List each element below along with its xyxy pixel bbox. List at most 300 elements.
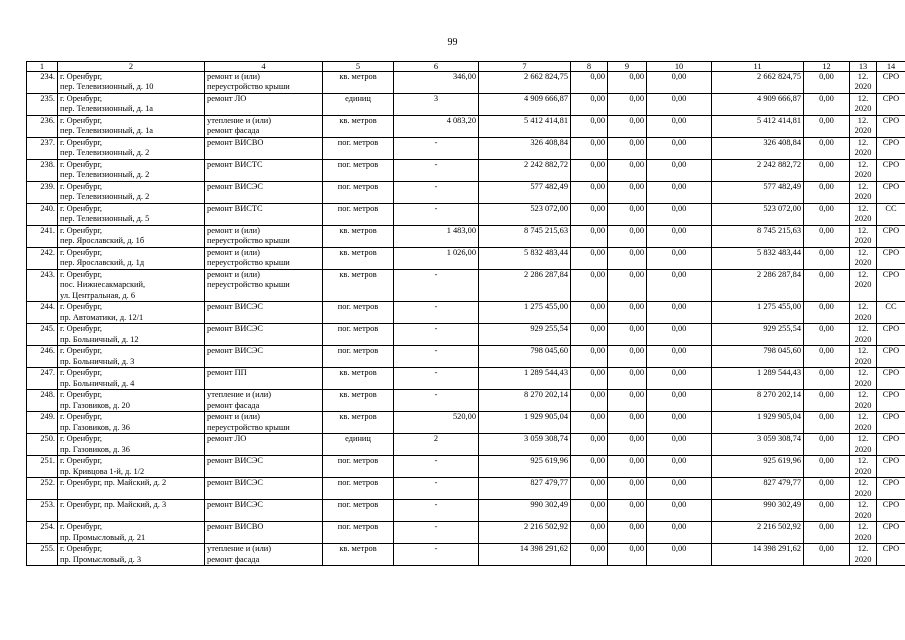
deadline-line: 2020 (854, 126, 872, 136)
fund-col12-cell: 0,00 (804, 182, 850, 204)
quantity-cell: - (394, 302, 479, 324)
unit-cell: пог. метров (323, 346, 394, 368)
row-number: 254. (27, 522, 58, 544)
fund-col10-cell: 0,00 (647, 412, 712, 434)
deadline-cell (850, 72, 877, 94)
fund-col8-cell: 0,00 (571, 116, 608, 138)
unit-cell: единиц (323, 94, 394, 116)
address-cell (58, 302, 205, 324)
fund-col8-cell: 0,00 (571, 72, 608, 94)
address-line: г. Оренбург, (60, 270, 103, 279)
unit-cell: кв. метров (323, 544, 394, 566)
address-line: пер. Телевизионный, д. 2 (60, 170, 150, 180)
capital-repair-table (26, 61, 905, 566)
deadline-line: 2020 (854, 170, 872, 180)
column-header: 10 (647, 62, 712, 72)
work-type-cell (205, 522, 323, 544)
deadline-line: 12. (857, 94, 869, 103)
work-type-line: утепление и (или) (207, 116, 272, 125)
column-header: 7 (479, 62, 571, 72)
deadline-line: 12. (857, 182, 869, 191)
work-type-cell (205, 270, 323, 302)
total-cost-cell: 14 398 291,62 (479, 544, 571, 566)
total-cost-cell: 2 662 824,75 (479, 72, 571, 94)
fund-col9-cell: 0,00 (608, 72, 647, 94)
fund-col12-cell: 0,00 (804, 346, 850, 368)
fund-col9-cell: 0,00 (608, 412, 647, 434)
table-row (27, 324, 905, 346)
work-type-line: ремонт ВИСЭС (207, 456, 263, 466)
fund-col9-cell: 0,00 (608, 324, 647, 346)
address-cell (58, 270, 205, 302)
fund-col10-cell: 0,00 (647, 522, 712, 544)
address-line: г. Оренбург, (60, 116, 103, 125)
fund-col9-cell: 0,00 (608, 270, 647, 302)
table-row (27, 116, 905, 138)
fund-col8-cell: 0,00 (571, 270, 608, 302)
deadline-line: 2020 (854, 554, 872, 564)
address-line: пер. Телевизионный, д. 5 (60, 214, 150, 224)
fund-col12-cell: 0,00 (804, 544, 850, 566)
fund-col9-cell: 0,00 (608, 478, 647, 500)
owner-funds-cell: 3 059 308,74 (712, 434, 804, 456)
owner-funds-cell: 2 242 882,72 (712, 160, 804, 182)
work-type-line: ремонт и (или) (207, 270, 260, 279)
table-row (27, 94, 905, 116)
fund-type-cell: СРО (877, 248, 905, 270)
deadline-line: 2020 (854, 466, 872, 476)
unit-cell: пог. метров (323, 182, 394, 204)
deadline-line: 2020 (854, 334, 872, 344)
deadline-cell (850, 248, 877, 270)
fund-type-cell: СРО (877, 544, 905, 566)
total-cost-cell: 1 275 455,00 (479, 302, 571, 324)
fund-col9-cell: 0,00 (608, 434, 647, 456)
address-cell (58, 226, 205, 248)
fund-col8-cell: 0,00 (571, 478, 608, 500)
owner-funds-cell: 1 929 905,04 (712, 412, 804, 434)
fund-col12-cell: 0,00 (804, 368, 850, 390)
unit-cell: пог. метров (323, 500, 394, 522)
fund-col10-cell: 0,00 (647, 138, 712, 160)
quantity-cell: 3 (394, 94, 479, 116)
total-cost-cell: 8 270 202,14 (479, 390, 571, 412)
unit-cell: кв. метров (323, 226, 394, 248)
work-type-cell (205, 544, 323, 566)
unit-cell: кв. метров (323, 368, 394, 390)
fund-type-cell: СРО (877, 94, 905, 116)
fund-type-cell: СРО (877, 324, 905, 346)
deadline-line: 2020 (854, 488, 872, 498)
fund-type-cell: СРО (877, 270, 905, 302)
owner-funds-cell: 8 745 215,63 (712, 226, 804, 248)
deadline-line: 2020 (854, 280, 872, 290)
deadline-line: 2020 (854, 400, 872, 410)
address-line: пер. Телевизионный, д. 10 (60, 82, 154, 92)
work-type-cell (205, 390, 323, 412)
address-line: г. Оренбург, (60, 522, 103, 532)
fund-type-cell: СРО (877, 116, 905, 138)
table-row (27, 248, 905, 270)
fund-type-cell: СРО (877, 412, 905, 434)
address-line: пр. Промысловый, д. 21 (60, 532, 146, 542)
row-number: 247. (27, 368, 58, 390)
work-type-line: ремонт ЛО (207, 434, 247, 444)
work-type-line: переустройство крыши (207, 236, 290, 246)
deadline-line: 12. (857, 500, 869, 510)
work-type-line: ремонт фасада (207, 400, 260, 410)
fund-col12-cell: 0,00 (804, 412, 850, 434)
fund-col10-cell: 0,00 (647, 346, 712, 368)
address-cell (58, 412, 205, 434)
work-type-line: ремонт фасада (207, 126, 260, 136)
work-type-line: ремонт ВИСВО (207, 138, 264, 147)
owner-funds-cell: 2 286 287,84 (712, 270, 804, 302)
deadline-line: 12. (857, 412, 869, 422)
column-header: 5 (323, 62, 394, 72)
work-type-line: ремонт и (или) (207, 248, 260, 257)
address-line: пер. Телевизионный, д. 1а (60, 104, 154, 114)
address-cell (58, 346, 205, 368)
work-type-cell (205, 346, 323, 368)
owner-funds-cell: 2 216 502,92 (712, 522, 804, 544)
fund-col12-cell: 0,00 (804, 324, 850, 346)
fund-col9-cell: 0,00 (608, 544, 647, 566)
fund-type-cell: СРО (877, 72, 905, 94)
table-row (27, 500, 905, 522)
total-cost-cell: 929 255,54 (479, 324, 571, 346)
address-line: пер. Ярославский, д. 1б (60, 236, 145, 246)
work-type-line: ремонт ВИСТС (207, 204, 263, 213)
unit-cell: пог. метров (323, 160, 394, 182)
total-cost-cell: 827 479,77 (479, 478, 571, 500)
row-number: 241. (27, 226, 58, 248)
fund-col10-cell: 0,00 (647, 248, 712, 270)
fund-col8-cell: 0,00 (571, 412, 608, 434)
unit-cell: единиц (323, 434, 394, 456)
unit-cell: пог. метров (323, 456, 394, 478)
quantity-cell: - (394, 456, 479, 478)
fund-col8-cell: 0,00 (571, 522, 608, 544)
quantity-cell: 520,00 (394, 412, 479, 434)
deadline-line: 12. (857, 346, 869, 356)
fund-col9-cell: 0,00 (608, 368, 647, 390)
address-line: г. Оренбург, (60, 72, 103, 81)
address-line: г. Оренбург, (60, 324, 103, 334)
fund-col10-cell: 0,00 (647, 226, 712, 248)
deadline-line: 12. (857, 160, 869, 169)
table-row (27, 368, 905, 390)
deadline-cell (850, 522, 877, 544)
deadline-line: 2020 (854, 236, 872, 246)
owner-funds-cell: 1 275 455,00 (712, 302, 804, 324)
deadline-line: 12. (857, 226, 869, 235)
fund-type-cell: СРО (877, 522, 905, 544)
quantity-cell: - (394, 346, 479, 368)
fund-col8-cell: 0,00 (571, 248, 608, 270)
work-type-cell (205, 160, 323, 182)
fund-col8-cell: 0,00 (571, 226, 608, 248)
row-number: 250. (27, 434, 58, 456)
quantity-cell: - (394, 324, 479, 346)
work-type-line: переустройство крыши (207, 82, 290, 92)
work-type-line: ремонт и (или) (207, 412, 260, 422)
total-cost-cell: 326 408,84 (479, 138, 571, 160)
fund-col10-cell: 0,00 (647, 456, 712, 478)
table-row (27, 434, 905, 456)
fund-col12-cell: 0,00 (804, 160, 850, 182)
deadline-cell (850, 544, 877, 566)
fund-col9-cell: 0,00 (608, 94, 647, 116)
address-line: г. Оренбург, (60, 368, 103, 378)
deadline-line: 2020 (854, 378, 872, 388)
address-line: ул. Центральная, д. 6 (60, 290, 136, 300)
unit-cell: кв. метров (323, 116, 394, 138)
fund-type-cell: СС (877, 302, 905, 324)
fund-col12-cell: 0,00 (804, 204, 850, 226)
fund-col8-cell: 0,00 (571, 500, 608, 522)
work-type-line: ремонт ВИСТС (207, 160, 263, 169)
fund-col12-cell: 0,00 (804, 302, 850, 324)
row-number: 244. (27, 302, 58, 324)
page-number: 99 (447, 37, 458, 48)
table-row (27, 456, 905, 478)
quantity-cell: 346,00 (394, 72, 479, 94)
address-line: пер. Телевизионный, д. 1а (60, 126, 154, 136)
owner-funds-cell: 925 619,96 (712, 456, 804, 478)
address-line: пр. Газовиков, д. 36 (60, 422, 130, 432)
unit-cell: пог. метров (323, 522, 394, 544)
work-type-line: утепление и (или) (207, 390, 272, 400)
total-cost-cell: 5 412 414,81 (479, 116, 571, 138)
fund-col12-cell: 0,00 (804, 138, 850, 160)
work-type-cell (205, 226, 323, 248)
work-type-line: ремонт ВИСЭС (207, 478, 263, 488)
fund-col9-cell: 0,00 (608, 248, 647, 270)
total-cost-cell: 990 302,49 (479, 500, 571, 522)
row-number: 251. (27, 456, 58, 478)
deadline-line: 2020 (854, 510, 872, 520)
fund-col10-cell: 0,00 (647, 116, 712, 138)
deadline-line: 12. (857, 204, 869, 213)
address-cell (58, 434, 205, 456)
work-type-cell (205, 324, 323, 346)
unit-cell: кв. метров (323, 72, 394, 94)
fund-col8-cell: 0,00 (571, 368, 608, 390)
address-line: пр. Газовиков, д. 20 (60, 400, 130, 410)
row-number: 240. (27, 204, 58, 226)
fund-col12-cell: 0,00 (804, 434, 850, 456)
address-cell (58, 94, 205, 116)
quantity-cell: - (394, 182, 479, 204)
owner-funds-cell: 4 909 666,87 (712, 94, 804, 116)
work-type-line: ремонт ВИСЭС (207, 182, 263, 191)
address-line: пр. Промысловый, д. 3 (60, 554, 142, 564)
fund-col8-cell: 0,00 (571, 138, 608, 160)
fund-type-cell: СРО (877, 390, 905, 412)
column-header: 2 (58, 62, 205, 72)
work-type-cell (205, 72, 323, 94)
deadline-line: 12. (857, 456, 869, 466)
fund-type-cell: СРО (877, 500, 905, 522)
table-row (27, 522, 905, 544)
fund-col10-cell: 0,00 (647, 544, 712, 566)
deadline-line: 2020 (854, 356, 872, 366)
deadline-cell (850, 500, 877, 522)
work-type-cell (205, 182, 323, 204)
deadline-cell (850, 324, 877, 346)
work-type-line: утепление и (или) (207, 544, 272, 554)
address-cell (58, 248, 205, 270)
work-type-cell (205, 302, 323, 324)
fund-col8-cell: 0,00 (571, 204, 608, 226)
fund-type-cell: СС (877, 204, 905, 226)
table-row (27, 226, 905, 248)
address-line: г. Оренбург, (60, 94, 103, 103)
row-number: 248. (27, 390, 58, 412)
address-line: г. Оренбург, (60, 412, 103, 422)
deadline-cell (850, 346, 877, 368)
work-type-cell (205, 500, 323, 522)
quantity-cell: 2 (394, 434, 479, 456)
deadline-cell (850, 138, 877, 160)
total-cost-cell: 4 909 666,87 (479, 94, 571, 116)
address-line: пр. Кривцова 1-й, д. 1/2 (60, 466, 145, 476)
fund-type-cell: СРО (877, 182, 905, 204)
fund-col8-cell: 0,00 (571, 456, 608, 478)
address-line: пр. Газовиков, д. 36 (60, 444, 130, 454)
owner-funds-cell: 326 408,84 (712, 138, 804, 160)
work-type-line: ремонт фасада (207, 554, 260, 564)
fund-col8-cell: 0,00 (571, 302, 608, 324)
fund-col10-cell: 0,00 (647, 324, 712, 346)
column-header: 9 (608, 62, 647, 72)
deadline-cell (850, 160, 877, 182)
fund-type-cell: СРО (877, 434, 905, 456)
fund-col9-cell: 0,00 (608, 302, 647, 324)
deadline-line: 12. (857, 522, 869, 532)
fund-col10-cell: 0,00 (647, 204, 712, 226)
owner-funds-cell: 14 398 291,62 (712, 544, 804, 566)
deadline-cell (850, 390, 877, 412)
fund-type-cell: СРО (877, 346, 905, 368)
deadline-line: 2020 (854, 192, 872, 202)
address-cell (58, 72, 205, 94)
address-cell (58, 478, 205, 500)
unit-cell: пог. метров (323, 478, 394, 500)
deadline-line: 2020 (854, 82, 872, 92)
address-cell (58, 204, 205, 226)
address-line: г. Оренбург, (60, 456, 103, 466)
fund-col10-cell: 0,00 (647, 390, 712, 412)
address-cell (58, 522, 205, 544)
deadline-line: 12. (857, 324, 869, 334)
address-cell (58, 500, 205, 522)
fund-type-cell: СРО (877, 226, 905, 248)
row-number: 245. (27, 324, 58, 346)
deadline-cell (850, 456, 877, 478)
fund-col10-cell: 0,00 (647, 160, 712, 182)
owner-funds-cell: 523 072,00 (712, 204, 804, 226)
table-row (27, 302, 905, 324)
row-number: 243. (27, 270, 58, 302)
quantity-cell: 1 026,00 (394, 248, 479, 270)
deadline-line: 2020 (854, 258, 872, 268)
owner-funds-cell: 8 270 202,14 (712, 390, 804, 412)
total-cost-cell: 925 619,96 (479, 456, 571, 478)
work-type-line: ремонт ВИСЭС (207, 324, 263, 334)
column-header: 14 (877, 62, 905, 72)
fund-col8-cell: 0,00 (571, 324, 608, 346)
address-line: г. Оренбург, (60, 138, 103, 147)
total-cost-cell: 3 059 308,74 (479, 434, 571, 456)
quantity-cell: - (394, 204, 479, 226)
row-number: 246. (27, 346, 58, 368)
work-type-line: ремонт и (или) (207, 226, 260, 235)
unit-cell: пог. метров (323, 138, 394, 160)
address-line: пр. Больничный, д. 3 (60, 356, 135, 366)
deadline-line: 2020 (854, 148, 872, 158)
unit-cell: кв. метров (323, 270, 394, 302)
work-type-line: ремонт ВИСВО (207, 522, 264, 532)
fund-col12-cell: 0,00 (804, 390, 850, 412)
address-line: г. Оренбург, (60, 160, 103, 169)
work-type-cell (205, 434, 323, 456)
owner-funds-cell: 929 255,54 (712, 324, 804, 346)
total-cost-cell: 5 832 483,44 (479, 248, 571, 270)
deadline-line: 2020 (854, 444, 872, 454)
deadline-line: 12. (857, 544, 869, 554)
deadline-cell (850, 182, 877, 204)
quantity-cell: - (394, 270, 479, 302)
row-number: 239. (27, 182, 58, 204)
address-line: г. Оренбург, (60, 346, 103, 356)
fund-col12-cell: 0,00 (804, 270, 850, 302)
fund-col12-cell: 0,00 (804, 94, 850, 116)
work-type-line: ремонт ЛО (207, 94, 247, 103)
quantity-cell: - (394, 544, 479, 566)
address-line: г. Оренбург, (60, 390, 103, 400)
column-header: 12 (804, 62, 850, 72)
address-line: г. Оренбург, (60, 302, 103, 312)
quantity-cell: - (394, 500, 479, 522)
address-line: г. Оренбург, (60, 226, 103, 235)
work-type-line: переустройство крыши (207, 258, 290, 268)
row-number: 235. (27, 94, 58, 116)
fund-col10-cell: 0,00 (647, 94, 712, 116)
table-row (27, 346, 905, 368)
deadline-line: 12. (857, 478, 869, 488)
deadline-cell (850, 478, 877, 500)
address-line: пер. Телевизионный, д. 2 (60, 148, 150, 158)
fund-col12-cell: 0,00 (804, 478, 850, 500)
work-type-cell (205, 456, 323, 478)
table-row (27, 160, 905, 182)
fund-col9-cell: 0,00 (608, 116, 647, 138)
fund-col9-cell: 0,00 (608, 346, 647, 368)
work-type-cell (205, 368, 323, 390)
address-cell (58, 160, 205, 182)
total-cost-cell: 2 216 502,92 (479, 522, 571, 544)
unit-cell: кв. метров (323, 248, 394, 270)
unit-cell: пог. метров (323, 302, 394, 324)
table-row (27, 390, 905, 412)
total-cost-cell: 577 482,49 (479, 182, 571, 204)
table-row (27, 544, 905, 566)
fund-col8-cell: 0,00 (571, 182, 608, 204)
column-header: 6 (394, 62, 479, 72)
work-type-cell (205, 248, 323, 270)
